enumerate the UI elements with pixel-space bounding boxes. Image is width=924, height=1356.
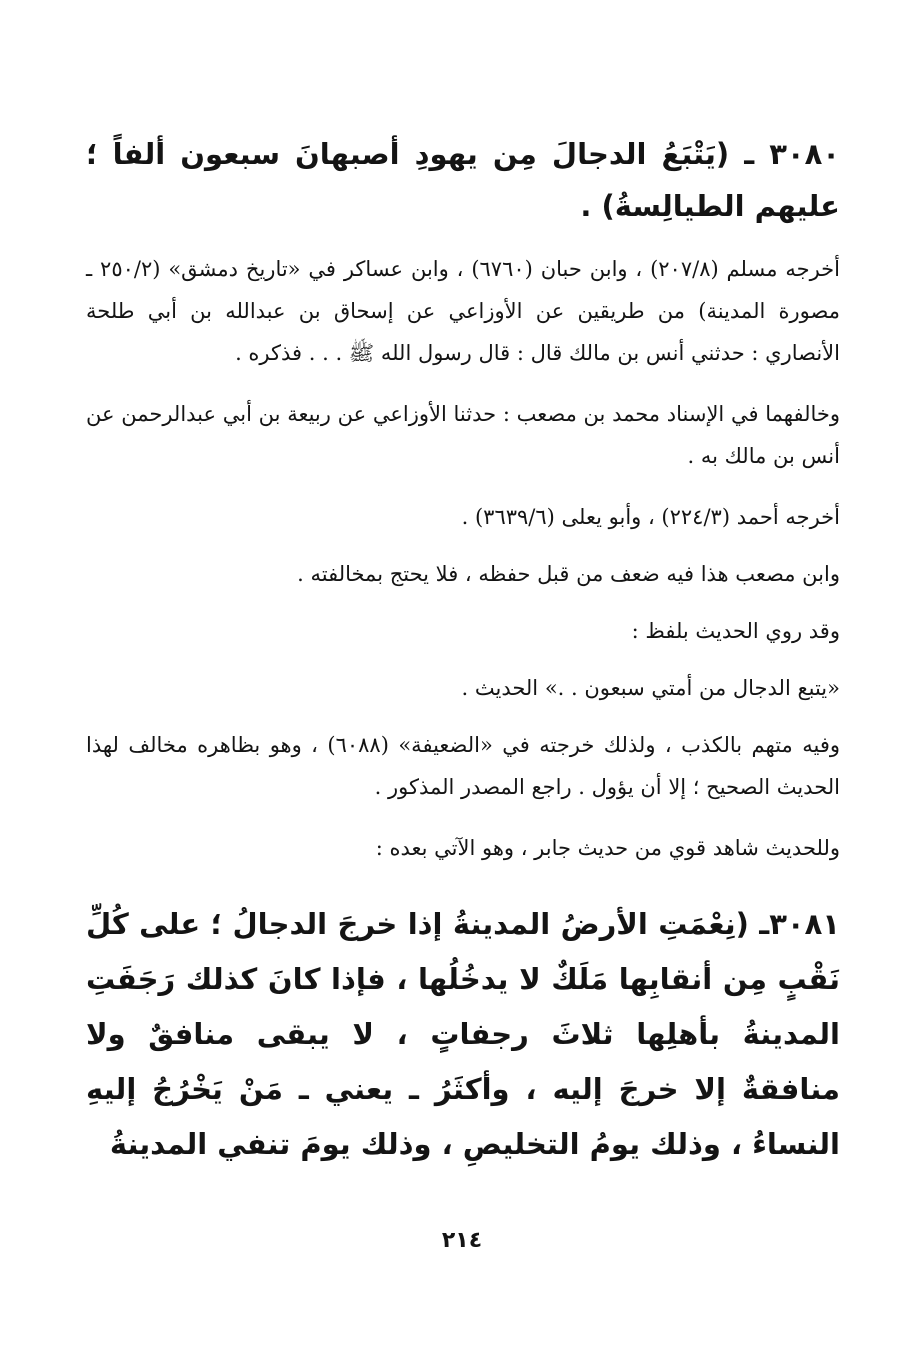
commentary-paragraph-2: وخالفهما في الإسناد محمد بن مصعب : حدثنا الأوزاعي عن ربيعة بن أبي عبدالرحمن عن أنس بن مالك به . <box>86 402 840 468</box>
commentary-paragraph-8: وللحديث شاهد قوي من حديث جابر ، وهو الآتي بعده : <box>375 836 840 860</box>
page-number: ٢١٤ <box>441 1228 483 1253</box>
hadith-3080-heading: ٣٠٨٠ ـ (يَتْبَعُ الدجالَ مِن يهودِ أصبهانَ سبعون ألفاً ؛ عليهم الطيالِسةُ) . <box>86 137 840 223</box>
commentary-paragraph-7: وفيه متهم بالكذب ، ولذلك خرجته في «الضعيفة» (٦٠٨٨) ، وهو بظاهره مخالف لهذا الحديث الصحيح ؛ إلا أن يؤول . راجع المصدر المذكور . <box>86 733 840 799</box>
commentary-paragraph-1: أخرجه مسلم (٢٠٧/٨) ، وابن حبان (٦٧٦٠) ، وابن عساكر في «تاريخ دمشق» (٢٥٠/٢ ـ مصورة المدينة) من طريقين عن الأوزاعي عن إسحاق بن عبدالله بن أبي طلحة الأنصاري : حدثني أنس بن مالك قال : قال رسول الله ﷺ . . . فذكره . <box>86 257 840 365</box>
commentary-paragraph-6: «يتبع الدجال من أمتي سبعون . .» الحديث . <box>461 676 840 700</box>
commentary-paragraph-4: وابن مصعب هذا فيه ضعف من قبل حفظه ، فلا يحتج بمخالفته . <box>297 562 840 586</box>
book-page <box>86 128 840 1356</box>
commentary-paragraph-3: أخرجه أحمد (٢٢٤/٣) ، وأبو يعلى (٣٦٣٩/٦) . <box>461 505 840 529</box>
commentary-paragraph-5: وقد روي الحديث بلفظ : <box>631 619 840 643</box>
hadith-3081-heading: ٣٠٨١ـ (نِعْمَتِ الأرضُ المدينةُ إذا خرجَ الدجالُ ؛ على كُلِّ نَقْبٍ مِن أنقابِها مَلَكٌ لا يدخُلُها ، فإذا كانَ كذلك رَجَفَتِ المدينةُ بأهلِها ثلاثَ رجفاتٍ ، لا يبقى منافقٌ ولا منافقةٌ إلا خرجَ إليه ، وأكثَرُ ـ يعني ـ مَنْ يَخْرُجُ إليهِ النساءُ ، وذلك يومُ التخليصِ ، وذلك يومَ تنفي المدينةُ <box>86 907 840 1161</box>
